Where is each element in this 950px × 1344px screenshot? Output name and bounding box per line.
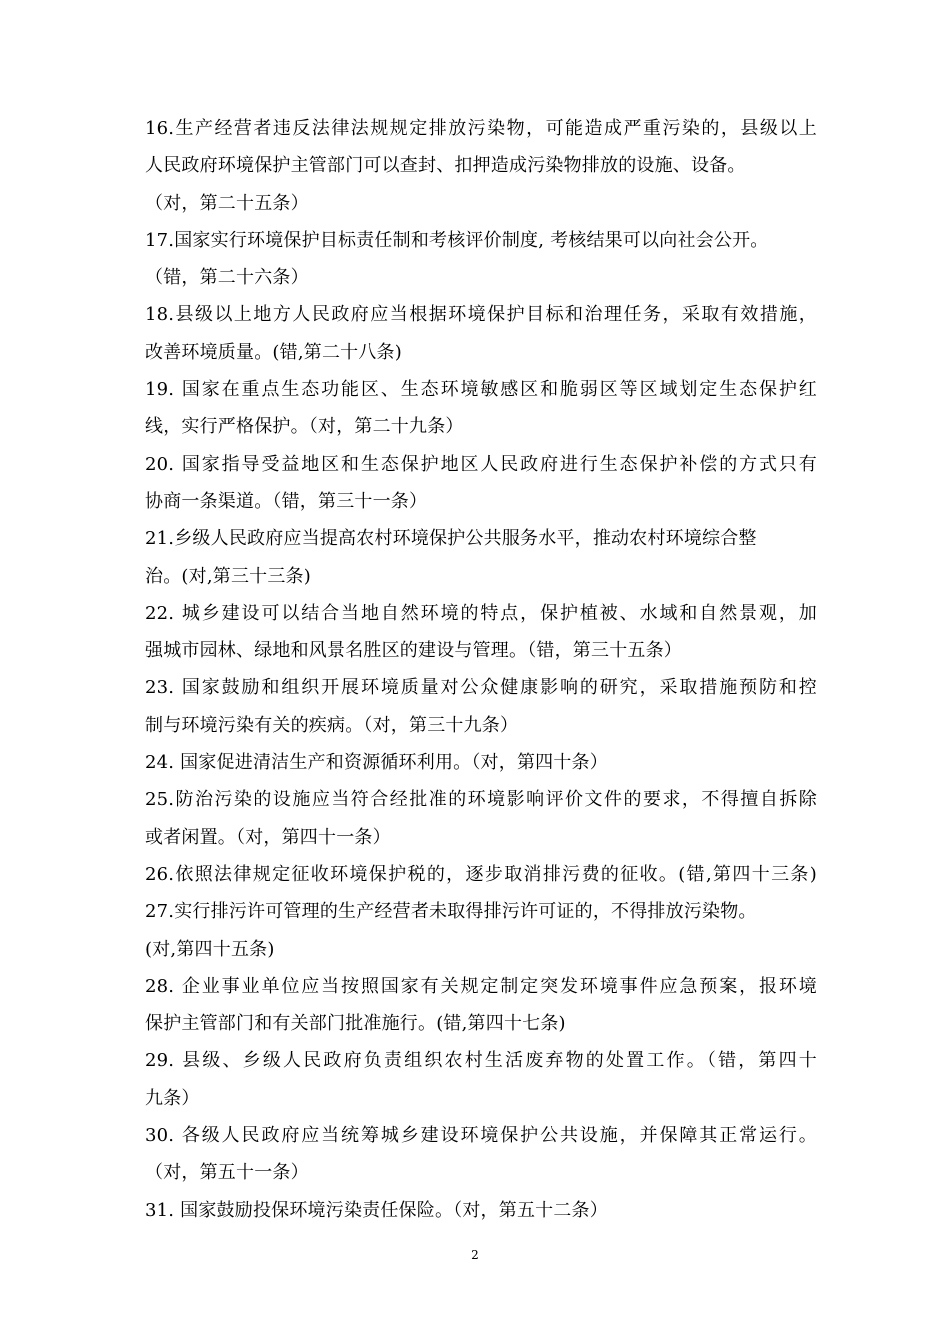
text-line: 保护主管部门和有关部门批准施行。(错,第四十七条) [145,1013,566,1035]
text-line: 强城市园林、绿地和风景名胜区的建设与管理。（错，第三十五条） [145,640,682,662]
text-line: 28. 企业事业单位应当按照国家有关规定制定突发环境事件应急预案，报环境 [145,975,817,997]
text-line: 29. 县级、乡级人民政府负责组织农村生活废弃物的处置工作。（错，第四十 [145,1050,817,1072]
text-line: 26.依照法律规定征收环境保护税的，逐步取消排污费的征收。(错,第四十三条) [145,863,817,885]
text-line: 协商一条渠道。（错，第三十一条） [145,490,428,512]
text-line: 人民政府环境保护主管部门可以查封、扣押造成污染物排放的设施、设备。 [145,155,746,177]
text-line: 改善环境质量。(错,第二十八条) [145,341,402,363]
text-line: 27.实行排污许可管理的生产经营者未取得排污许可证的，不得排放污染物。 [145,901,757,923]
text-line: 制与环境污染有关的疾病。（对，第三十九条） [145,714,519,736]
text-line: 九条） [145,1087,200,1109]
text-line: 31. 国家鼓励投保环境污染责任保险。（对，第五十二条） [145,1199,608,1221]
text-line: 23. 国家鼓励和组织开展环境质量对公众健康影响的研究，采取措施预防和控 [145,677,817,699]
text-line: 22. 城乡建设可以结合当地自然环境的特点，保护植被、水域和自然景观，加 [145,602,817,624]
text-line: 25.防治污染的设施应当符合经批准的环境影响评价文件的要求，不得擅自拆除 [145,789,817,811]
text-line: （对，第五十一条） [145,1162,309,1184]
text-line: 18.县级以上地方人民政府应当根据环境保护目标和治理任务，采取有效措施， [145,304,817,326]
text-line: 24. 国家促进清洁生产和资源循环利用。（对，第四十条） [145,752,608,774]
text-line: (对,第四十五条) [145,938,275,960]
text-line: 线，实行严格保护。（对，第二十九条） [145,416,464,438]
text-line: （对，第二十五条） [145,192,309,214]
text-line: 16.生产经营者违反法律法规规定排放污染物，可能造成严重污染的，县级以上 [145,118,817,139]
text-line: 19. 国家在重点生态功能区、生态环境敏感区和脆弱区等区域划定生态保护红 [145,379,817,401]
text-line: 30. 各级人民政府应当统筹城乡建设环境保护公共设施，并保障其正常运行。 [145,1125,817,1147]
text-line: （错，第二十六条） [145,267,309,289]
page-number: 2 [471,1248,479,1262]
document-body [145,110,817,1229]
text-line: 治。(对,第三十三条) [145,565,311,587]
text-line: 或者闲置。（对，第四十一条） [145,826,391,848]
text-line: 21.乡级人民政府应当提高农村环境保护公共服务水平，推动农村环境综合整 [145,528,757,550]
text-line: 20. 国家指导受益地区和生态保护地区人民政府进行生态保护补偿的方式只有 [145,453,817,475]
text-line: 17.国家实行环境保护目标责任制和考核评价制度, 考核结果可以向社会公开。 [145,229,769,251]
